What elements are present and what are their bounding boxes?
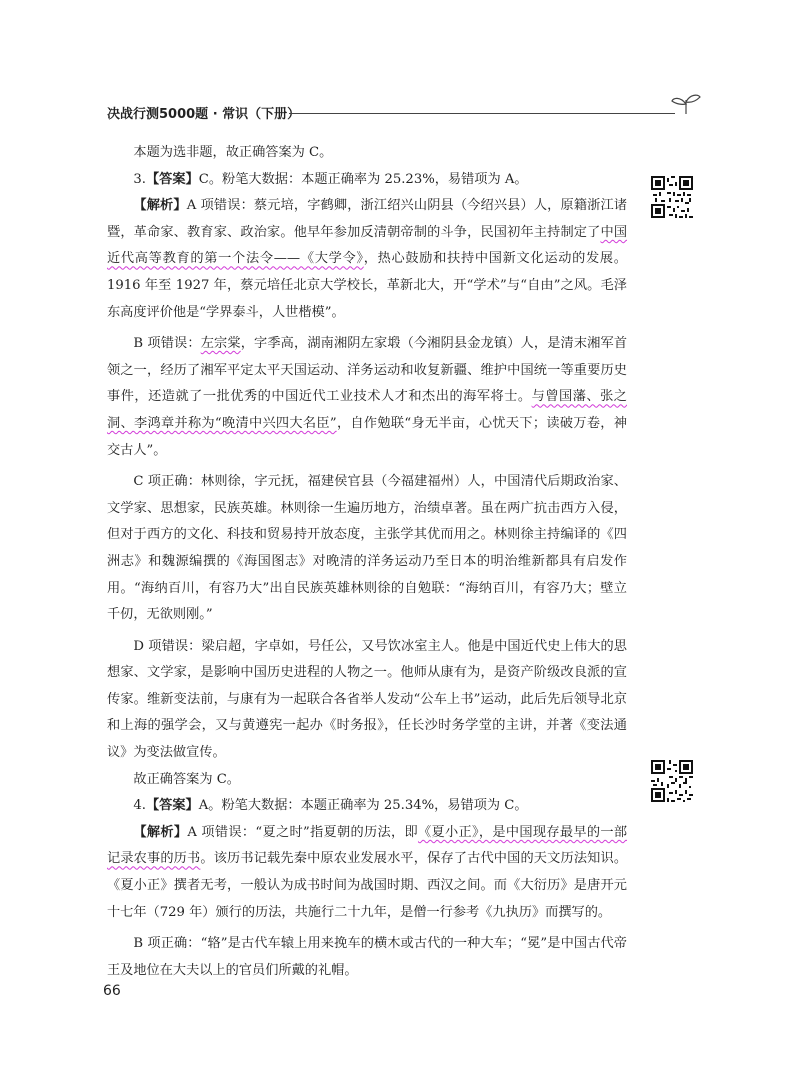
q3-option-a: 【解析】A 项错误：蔡元培，字鹤卿，浙江绍兴山阴县（今绍兴县）人，原籍浙江诸暨，革命家、教育家、政治家。他早年参加反清朝帝制的斗争，民国初年主持制定了中国近代高等教育的第一个法令——《大学令》，热心鼓励和扶持中国新文化运动的发展。1916 年至 1927 年，蔡元培任北京大学校长，革新北大，开“学术”与“自由”之风。毛泽东高度评价他是“学界泰斗，人世楷模”。 bbox=[107, 198, 628, 320]
analysis-label: 【解析】 bbox=[133, 198, 187, 214]
answer-label: 【答案】 bbox=[145, 798, 199, 814]
q3-answer-text: C。粉笔大数据：本题正确率为 25.23%，易错项为 A。 bbox=[198, 171, 528, 187]
qr-code-icon[interactable] bbox=[651, 176, 693, 218]
analysis-label: 【解析】 bbox=[133, 824, 188, 840]
q3-option-d: D 项错误：梁启超，字卓如，号任公，又号饮冰室主人。他是中国近代史上伟大的思想家、文学家，是影响中国历史进程的人物之一。他师从康有为，是资产阶级改良派的宣传家。维新变法前，与康有为一起联合各省举人发动“公车上书”运动，此后先后领导北京和上海的强学会，又与黄遵宪一起办《时务报》，任长沙时务学堂的主讲，并著《变法通议》为变法做宣传。 bbox=[107, 638, 627, 761]
q3-answer-line bbox=[107, 167, 627, 194]
highlight: 中国近代高等教育的第一个法令——《大学令》 bbox=[107, 224, 628, 267]
highlight: 与曾国藩、张之洞、李鸿章并称为“晚清中兴四大名臣” bbox=[107, 389, 627, 431]
q4-option-a: 【解析】A 项错误：“夏之时”指夏朝的历法，即《夏小正》，是中国现存最早的一部记录农事的历书。该历书记载先秦中原农业发展水平，保存了古代中国的天文历法知识。《夏小正》撰者无考，一般认为成书时间为战国时期、西汉之间。而《大衍历》是唐开元十七年（729 年）颁行的历法，共施行二十九年，是僧一行参考《九执历》而撰写的。 bbox=[107, 824, 628, 920]
header-rule bbox=[289, 113, 675, 114]
running-header bbox=[107, 100, 707, 124]
header-title: 决战行测5000题 · 常识（下册） bbox=[107, 107, 301, 122]
sprout-icon bbox=[669, 92, 703, 116]
q3-option-b: B 项错误：左宗棠，字季高，湖南湘阴左家塅（今湘阴县金龙镇）人，是清末湘军首领之一，经历了湘军平定太平天国运动、洋务运动和收复新疆、维护中国统一等重要历史事件，还造就了一批优秀的中国近代工业技术人才和杰出的海军将士。与曾国藩、张之洞、李鸿章并称为“晚清中兴四大名臣”，自作勉联“身无半亩，心忧天下；读破万卷，神交古人”。 bbox=[107, 336, 628, 458]
highlight: 《夏小正》，是中国现存最早的一部记录农事的历书 bbox=[107, 824, 628, 867]
q3-option-c: C 项正确：林则徐，字元抚，福建侯官县（今福建福州）人，中国清代后期政治家、文学家、思想家，民族英雄。林则徐一生遍历地方，治绩卓著。虽在两广抗击西方入侵，但对于西方的文化、科技和贸易持开放态度，主张学其优而用之。林则徐主持编译的《四洲志》和魏源编撰的《海国图志》对晚清的洋务运动乃至日本的明治维新都具有启发作用。“海纳百川，有容乃大”出自民族英雄林则徐的自勉联：“海纳百川，有容乃大；壁立千仞，无欲则刚。” bbox=[107, 474, 627, 623]
paragraph: 本题为选非题，故正确答案为 C。 bbox=[133, 145, 333, 160]
highlight: 左宗棠 bbox=[200, 336, 241, 352]
page-number: 66 bbox=[103, 983, 121, 999]
q4-option-b: B 项正确：“辂”是古代车辕上用来挽车的横木或古代的一种大车；“冕”是中国古代帝王及地位在大夫以上的官员们所戴的礼帽。 bbox=[107, 936, 627, 978]
q4-number: 4. bbox=[133, 798, 146, 814]
document-body bbox=[107, 140, 627, 984]
qr-code-icon[interactable] bbox=[651, 760, 693, 802]
answer-label: 【答案】 bbox=[145, 171, 199, 187]
q3-number: 3. bbox=[133, 171, 146, 187]
q4-answer-line bbox=[107, 793, 627, 820]
q4-answer-text: A。粉笔大数据：本题正确率为 25.34%，易错项为 C。 bbox=[198, 798, 528, 814]
q3-conclusion: 故正确答案为 C。 bbox=[133, 771, 240, 787]
